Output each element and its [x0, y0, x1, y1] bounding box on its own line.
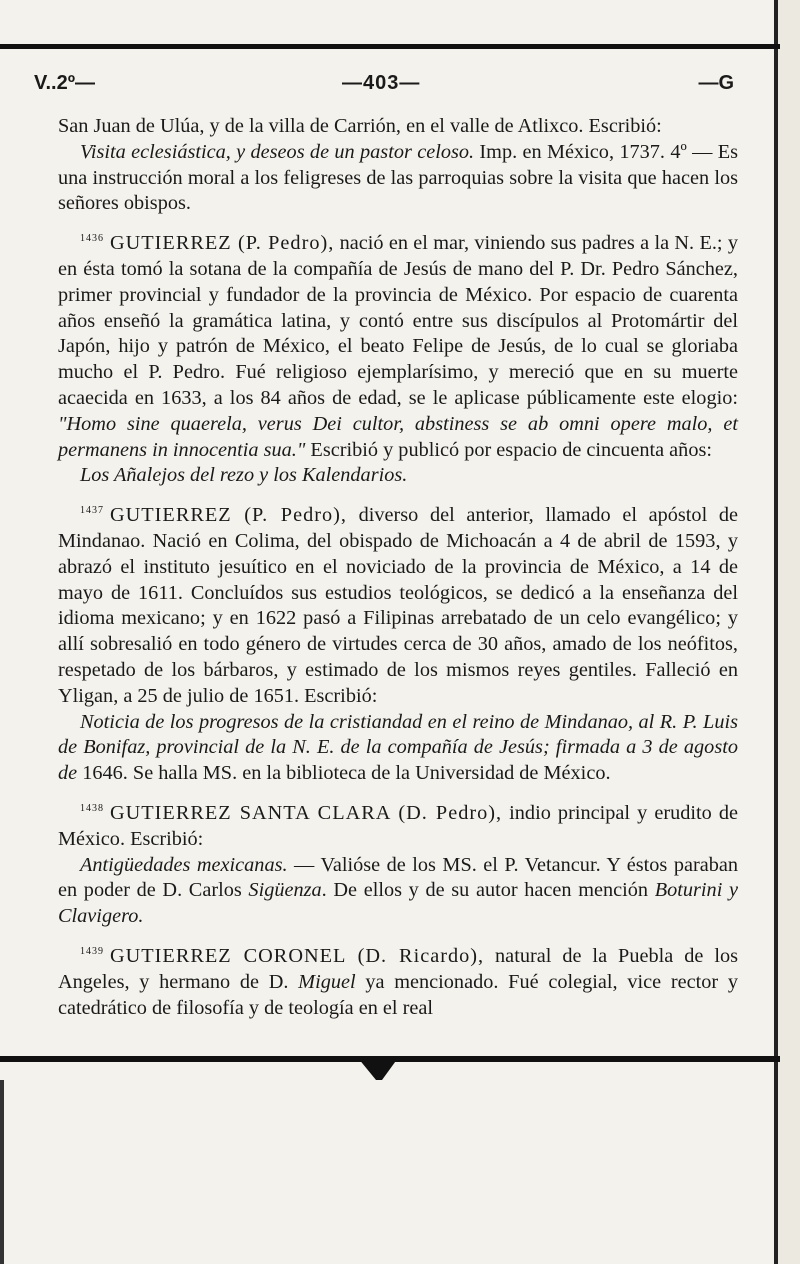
entry-1437: $^{1437}$ GUTIERREZ (P. Pedro), diverso del anterior, llamado el apóstol de Mindanao. Nació en Colima, del obispado de Michoacán a 4 de abril de 1593, y abrazó el instituto jesuítico en el noviciado de la provincia de México, a 14 de mayo de 1611. Concluídos sus estudios teológicos, se dedicó a la enseñanza del idioma mexicano; y en 1622 pasó a Filipinas arrebatado de un celo evangélico; y allí sobresalió en todo género de virtudes cerca de 30 años, amado de los neófitos, respetado de los bárbaros, y estimado de los mismos reyes gentiles. Falleció en Yligan, a 25 de julio de 1651. Escribió: [58, 504, 738, 707]
entry-1438: $^{1438}$ GUTIERREZ SANTA CLARA (D. Pedro), indio principal y erudito de México. Escribió: [58, 801, 738, 850]
entry-1436: $^{1436}$ GUTIERREZ (P. Pedro), nació en el mar, viniendo sus padres a la N. E.; y en ésta tomó la sotana de la compañía de Jesús de mano del P. Dr. Pedro Sánchez, primer provincial y fundador de la provincia de México. Por espacio de cuarenta años enseñó la gramática latina, y contó entre sus discípulos al Protomártir del Japón, hijo y patrón de México, el beato Felipe de Jesús, de lo cual se gloriaba mucho el P. Pedro. Fué religioso ejemplarísimo, y mereció que en su muerte acaecida en 1633, a los 84 años de edad, se le aplicase públicamente este elogio: "Homo sine quaerela, verus Dei cultor, abstiness se ab omni opere malo, et permanens in innocentia sua." Escribió y publicó por espacio de cincuenta años: [58, 232, 738, 461]
work-title: Antigüedades mexicanas. [80, 853, 288, 876]
letter-marker: —G [698, 72, 734, 94]
left-edge-shadow [0, 1080, 4, 1264]
work-entry: Antigüedades mexicanas. — Valióse de los MS. el P. Vetancur. Y éstos paraban en poder de D. Carlos Sigüenza. De ellos y de su autor hacen mención Boturini y Clavigero. [58, 853, 738, 928]
entry-name: GUTIERREZ SANTA CLARA (D. Pedro), [110, 801, 503, 824]
entry-name: GUTIERREZ (P. Pedro), [110, 232, 335, 255]
work-entry [58, 463, 738, 489]
entry-name: GUTIERREZ (P. Pedro), [110, 504, 347, 527]
entry-number: 1437 [80, 505, 104, 517]
ink-blot [358, 1058, 398, 1080]
latin-quote: "Homo sine quaerela, verus Dei cultor, abstiness se ab omni opere malo, et permanens in innocentia sua." [58, 412, 738, 461]
top-border-rule [0, 44, 780, 49]
entry-name: GUTIERREZ CORONEL (D. Ricardo), [110, 944, 485, 967]
body-text [58, 114, 738, 1021]
paragraph-continuation: San Juan de Ulúa, y de la villa de Carrión, en el valle de Atlixco. Escribió: [58, 115, 662, 137]
page-edge [778, 0, 800, 1264]
page-number: —403— [342, 72, 421, 94]
entry-number: 1439 [80, 945, 104, 957]
work-title: Visita eclesiástica, y deseos de un pastor celoso. [80, 140, 475, 163]
entry-number: 1436 [80, 233, 104, 245]
work-entry: Noticia de los progresos de la cristiandad en el reino de Mindanao, al R. P. Luis de Bonifaz, provincial de la N. E. de la compañía de Jesús; firmada a 3 de agosto de 1646. Se halla MS. en la biblioteca de la Universidad de México. [58, 710, 738, 785]
entry-number: 1438 [80, 802, 104, 814]
entry-1439: $^{1439}$ GUTIERREZ CORONEL (D. Ricardo), natural de la Puebla de los Angeles, y hermano de D. Miguel ya mencionado. Fué colegial, vice rector y catedrático de filosofía y de teología en el real [58, 944, 738, 1019]
work-title: Los Añalejos del rezo y los Kalendarios. [80, 464, 408, 487]
right-border-rule [774, 0, 778, 1264]
volume-marker: V..2º— [34, 72, 96, 94]
running-head [34, 72, 734, 96]
work-entry: Visita eclesiástica, y deseos de un pastor celoso. Imp. en México, 1737. 4º — Es una instrucción moral a los feligreses de las parroquias sobre la visita que hacen los señores obispos. [58, 140, 738, 215]
work-title: Noticia de los progresos de la cristiandad en el reino de Mindanao, al R. P. Luis de Bonifaz, provincial de la N. E. de la compañía de Jesús; firmada a 3 de agosto de [58, 710, 738, 785]
